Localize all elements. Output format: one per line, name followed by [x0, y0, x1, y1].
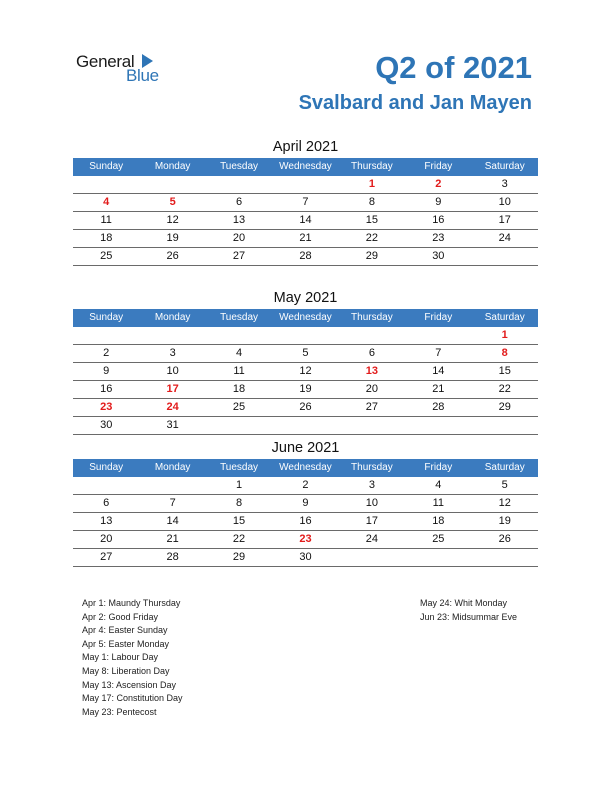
- day-cell: 18: [432, 515, 445, 527]
- weekday-label: Tuesday: [220, 462, 259, 473]
- week-row: [73, 230, 538, 248]
- month-title: April 2021: [272, 139, 339, 155]
- weekday-label: Friday: [424, 312, 453, 323]
- day-cell: 29: [365, 250, 379, 262]
- week-row: [73, 513, 538, 531]
- day-cell: 6: [368, 347, 375, 359]
- day-cell: 10: [498, 196, 511, 208]
- weekday-label: Thursday: [351, 312, 393, 323]
- day-cell: 28: [299, 250, 312, 262]
- day-cell: [339, 417, 405, 434]
- day-cell: 13: [232, 214, 246, 226]
- holiday-note: Jun 23: Midsummar Eve: [420, 611, 518, 622]
- week-row: [73, 417, 538, 435]
- day-cell: 14: [432, 365, 445, 377]
- day-cell: [405, 417, 471, 434]
- week-row: [73, 495, 538, 513]
- day-cell: 12: [166, 214, 179, 226]
- day-cell: 2: [302, 479, 309, 491]
- day-cell: 13: [100, 515, 113, 527]
- holiday-note: May 23: Pentecost: [82, 706, 157, 717]
- weekday-label: Sunday: [89, 161, 124, 172]
- day-cell: 1: [368, 178, 375, 190]
- day-cell: 19: [166, 232, 179, 244]
- day-cell: 14: [166, 515, 179, 527]
- day-cell: 29: [232, 551, 246, 563]
- day-cell: 9: [435, 196, 442, 208]
- generalblue-logo: [76, 52, 176, 88]
- day-cell: 4: [435, 479, 442, 491]
- week-row: [73, 176, 538, 194]
- month-june: [73, 437, 538, 567]
- day-cell: 11: [233, 365, 245, 377]
- day-cell: 3: [368, 479, 375, 491]
- week-row: [73, 248, 538, 266]
- day-cell: 20: [232, 232, 246, 244]
- day-cell: 16: [432, 214, 445, 226]
- weekday-label: Monday: [154, 462, 191, 473]
- day-cell: 10: [365, 497, 379, 509]
- day-cell: 2: [103, 347, 110, 359]
- holiday-note: Apr 1: Maundy Thursday: [82, 598, 181, 608]
- day-cell: 19: [299, 383, 312, 395]
- week-row: [73, 363, 538, 381]
- day-cell: 27: [232, 250, 246, 262]
- week-row: [73, 381, 538, 399]
- day-cell: 23: [432, 232, 445, 244]
- day-cell: [472, 248, 538, 265]
- day-cell: [272, 176, 338, 193]
- day-cell: 21: [299, 232, 312, 244]
- day-cell: 30: [432, 250, 445, 262]
- day-cell: 20: [100, 533, 113, 545]
- day-cell: [472, 417, 538, 434]
- logo-blue-text: Blue: [126, 66, 159, 85]
- day-cell: 3: [169, 347, 176, 359]
- day-cell: 22: [498, 383, 511, 395]
- day-cell: 7: [302, 196, 309, 208]
- day-cell: 15: [365, 214, 379, 226]
- day-cell: 17: [365, 515, 379, 527]
- weekday-label: Sunday: [89, 462, 124, 473]
- day-cell: [139, 176, 205, 193]
- day-cell: 7: [435, 347, 442, 359]
- day-cell: 26: [498, 533, 511, 545]
- day-cell: 13: [365, 365, 379, 377]
- day-cell: 16: [100, 383, 113, 395]
- day-cell: 25: [232, 401, 246, 413]
- day-cell: [405, 327, 471, 344]
- day-cell: 5: [302, 347, 309, 359]
- weekday-label: Wednesday: [279, 312, 332, 323]
- weekday-label: Saturday: [484, 161, 525, 172]
- holiday-list-left: [82, 597, 183, 719]
- week-row: [73, 477, 538, 495]
- day-cell: [206, 176, 272, 193]
- day-cell: 1: [501, 329, 508, 341]
- day-cell: [472, 549, 538, 566]
- day-cell: 20: [365, 383, 379, 395]
- day-cell: 18: [100, 232, 113, 244]
- day-cell: 23: [100, 401, 113, 413]
- day-cell: 6: [103, 497, 110, 509]
- weekday-header: [73, 158, 538, 176]
- day-cell: 22: [365, 232, 379, 244]
- weekday-label: Monday: [154, 161, 191, 172]
- day-cell: [405, 549, 471, 566]
- day-cell: 22: [232, 533, 246, 545]
- day-cell: [73, 477, 139, 494]
- day-cell: 25: [432, 533, 445, 545]
- holiday-note: Apr 4: Easter Sunday: [82, 625, 168, 636]
- month-april: [73, 136, 538, 266]
- day-cell: [73, 176, 139, 193]
- day-cell: 28: [432, 401, 445, 413]
- week-row: [73, 531, 538, 549]
- day-cell: [73, 327, 139, 344]
- holiday-note: May 1: Labour Day: [82, 652, 159, 663]
- weekday-label: Tuesday: [220, 312, 259, 323]
- day-cell: 24: [365, 533, 379, 545]
- day-cell: 8: [235, 497, 243, 509]
- weekday-label: Saturday: [484, 312, 525, 323]
- month-title: May 2021: [273, 290, 338, 306]
- month-may: [73, 287, 538, 435]
- day-cell: 9: [302, 497, 309, 509]
- holiday-list-right: [420, 597, 517, 624]
- week-row: [73, 549, 538, 567]
- day-cell: [139, 327, 205, 344]
- month-title: June 2021: [271, 440, 340, 456]
- day-cell: 16: [299, 515, 312, 527]
- day-cell: 5: [169, 196, 176, 208]
- holiday-note: Apr 5: Easter Monday: [82, 638, 170, 649]
- day-cell: 4: [103, 196, 110, 208]
- page-title: Q2 of 2021: [375, 50, 532, 85]
- day-cell: 8: [501, 347, 508, 359]
- holiday-note: May 24: Whit Monday: [420, 598, 508, 608]
- weekday-label: Saturday: [484, 462, 525, 473]
- day-cell: 30: [299, 551, 312, 563]
- day-cell: 15: [232, 515, 246, 527]
- weekday-label: Tuesday: [220, 161, 259, 172]
- day-cell: 14: [299, 214, 312, 226]
- day-cell: 21: [166, 533, 179, 545]
- weekday-label: Thursday: [351, 161, 393, 172]
- day-cell: 23: [299, 533, 312, 545]
- day-cell: 26: [166, 250, 179, 262]
- day-cell: [206, 327, 272, 344]
- page-subtitle: Svalbard and Jan Mayen: [298, 92, 532, 114]
- day-cell: 5: [501, 479, 508, 491]
- holiday-note: May 8: Liberation Day: [82, 665, 170, 676]
- week-row: [73, 194, 538, 212]
- logo-general-text: General: [76, 52, 135, 71]
- day-cell: 27: [100, 551, 113, 563]
- day-cell: [139, 477, 205, 494]
- day-cell: 4: [235, 347, 243, 359]
- day-cell: 1: [235, 479, 243, 491]
- day-cell: 31: [166, 419, 179, 431]
- holiday-note: May 13: Ascension Day: [82, 679, 177, 690]
- day-cell: 19: [498, 515, 511, 527]
- day-cell: 21: [432, 383, 445, 395]
- day-cell: 24: [498, 232, 511, 244]
- day-cell: 30: [100, 419, 113, 431]
- weekday-label: Wednesday: [279, 161, 332, 172]
- holiday-note: May 17: Constitution Day: [82, 693, 183, 704]
- day-cell: 12: [498, 497, 511, 509]
- day-cell: 29: [498, 401, 511, 413]
- day-cell: 17: [166, 383, 179, 395]
- day-cell: [339, 549, 405, 566]
- weekday-label: Monday: [154, 312, 191, 323]
- week-row: [73, 212, 538, 230]
- week-row: [73, 399, 538, 417]
- day-cell: 15: [498, 365, 511, 377]
- day-cell: 10: [166, 365, 179, 377]
- day-cell: 8: [368, 196, 375, 208]
- weekday-header: [73, 459, 538, 477]
- day-cell: [339, 327, 405, 344]
- day-cell: 24: [166, 401, 179, 413]
- weekday-label: Sunday: [89, 312, 124, 323]
- day-cell: 26: [299, 401, 312, 413]
- day-cell: 25: [100, 250, 113, 262]
- day-cell: 11: [432, 497, 445, 509]
- holiday-note: Apr 2: Good Friday: [82, 611, 159, 622]
- weekday-label: Friday: [424, 462, 453, 473]
- day-cell: 9: [103, 365, 110, 377]
- day-cell: 7: [169, 497, 176, 509]
- day-cell: 12: [299, 365, 312, 377]
- day-cell: 17: [498, 214, 511, 226]
- day-cell: [272, 417, 338, 434]
- day-cell: 27: [365, 401, 379, 413]
- week-row: [73, 327, 538, 345]
- weekday-label: Thursday: [351, 462, 393, 473]
- day-cell: 2: [435, 178, 442, 190]
- day-cell: 18: [232, 383, 246, 395]
- day-cell: 28: [166, 551, 179, 563]
- day-cell: 11: [100, 214, 112, 226]
- weekday-header: [73, 309, 538, 327]
- weekday-label: Wednesday: [279, 462, 332, 473]
- day-cell: [272, 327, 338, 344]
- day-cell: 3: [501, 178, 508, 190]
- week-row: [73, 345, 538, 363]
- day-cell: 6: [235, 196, 243, 208]
- weekday-label: Friday: [424, 161, 453, 172]
- day-cell: [206, 417, 272, 434]
